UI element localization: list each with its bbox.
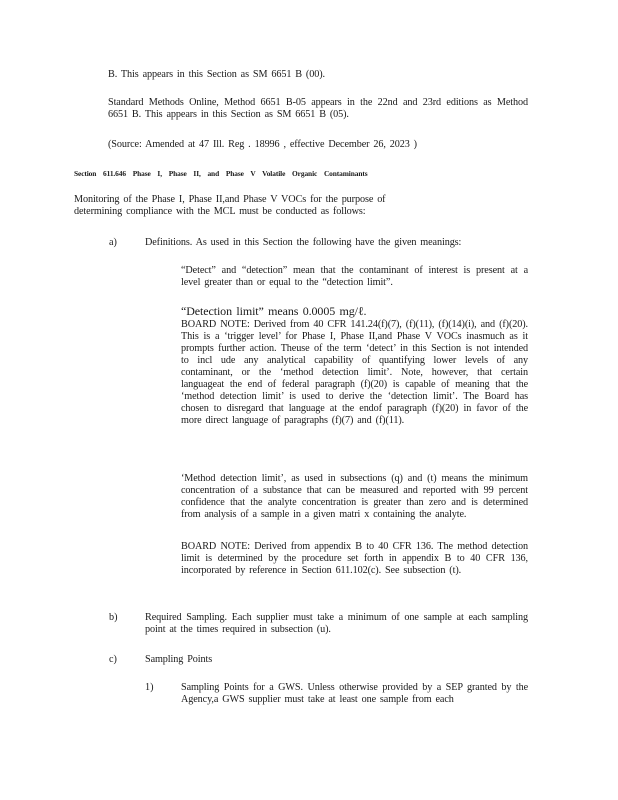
source-note: (Source: Amended at 47 Ill. Reg . 18996 , effective December 26, 2023 ) [108, 139, 417, 150]
paragraph-sm-6651-b-00: B. This appears in this Section as SM 6651 B (00). [108, 69, 325, 80]
detect-definition: “Detect” and “detection” mean that the contaminant of interest is present at a level greater than or equal to the “detection limit”. [181, 265, 528, 288]
definitions-text: Definitions. As used in this Section the following have the given meanings: [145, 237, 462, 248]
intro-paragraph: Monitoring of the Phase I, Phase II,and Phase V VOCs for the purpose of determining compliance with the MCL must be conducted as follows: [74, 194, 386, 217]
item-a-label: a) [109, 237, 117, 248]
board-note-2: BOARD NOTE: Derived from appendix B to 40 CFR 136. The method detection limit is determined by the procedure set forth in appendix B to 40 CFR 136, incorporated by reference in Section 611.102(c). See subsection (t). [181, 541, 528, 576]
paragraph-standard-methods-online: Standard Methods Online, Method 6651 B-05 appears in the 22nd and 23rd editions as Method 6651 B. This appears in this Section as SM 6651 B (05). [108, 97, 528, 120]
section-heading: Section 611.646 Phase I, Phase II, and Phase V Volatile Organic Contaminants [74, 169, 368, 178]
item-b-label: b) [109, 612, 118, 623]
method-detection-limit-definition: ‘Method detection limit’, as used in subsections (q) and (t) means the minimum concentration of a substance that can be measured and reported with 99 percent confidence that the analyte concentration is greater than zero and is determined from analysis of a sample in a given matri x containing the analyte. [181, 473, 528, 520]
sampling-points-gws-text: Sampling Points for a GWS. Unless otherwise provided by a SEP granted by the Agency,a GWS supplier must take at least one sample from each [181, 682, 528, 705]
detection-limit-definition: “Detection limit” means 0.0005 mg/ℓ. [181, 304, 367, 318]
item-c1-label: 1) [145, 682, 154, 693]
board-note-1: BOARD NOTE: Derived from 40 CFR 141.24(f)(7), (f)(11), (f)(14)(i), and (f)(20). This is a ‘trigger level’ for Phase I, Phase II,and Phase V VOCs inasmuch as it prompts further action. Theuse of the term ‘detect’ in this Section is not intended to incl ude any analytical capability of quantifying lower levels of any contaminant, or the ‘method detection limit’. Note, however, that certain languageat the end of federal paragraph (f)(20) is capable of meaning that the ‘method detection limit’ is used to derive the ‘detection limit’. The Board has chosen to disregard that language at the endof paragraph (f)(20) in favor of the more direct language of paragraphs (f)(7) and (f)(11). [181, 319, 528, 426]
sampling-points-heading: Sampling Points [145, 654, 213, 665]
required-sampling-text: Required Sampling. Each supplier must take a minimum of one sample at each sampling point at the times required in subsection (u). [145, 612, 528, 635]
item-c-label: c) [109, 654, 117, 665]
